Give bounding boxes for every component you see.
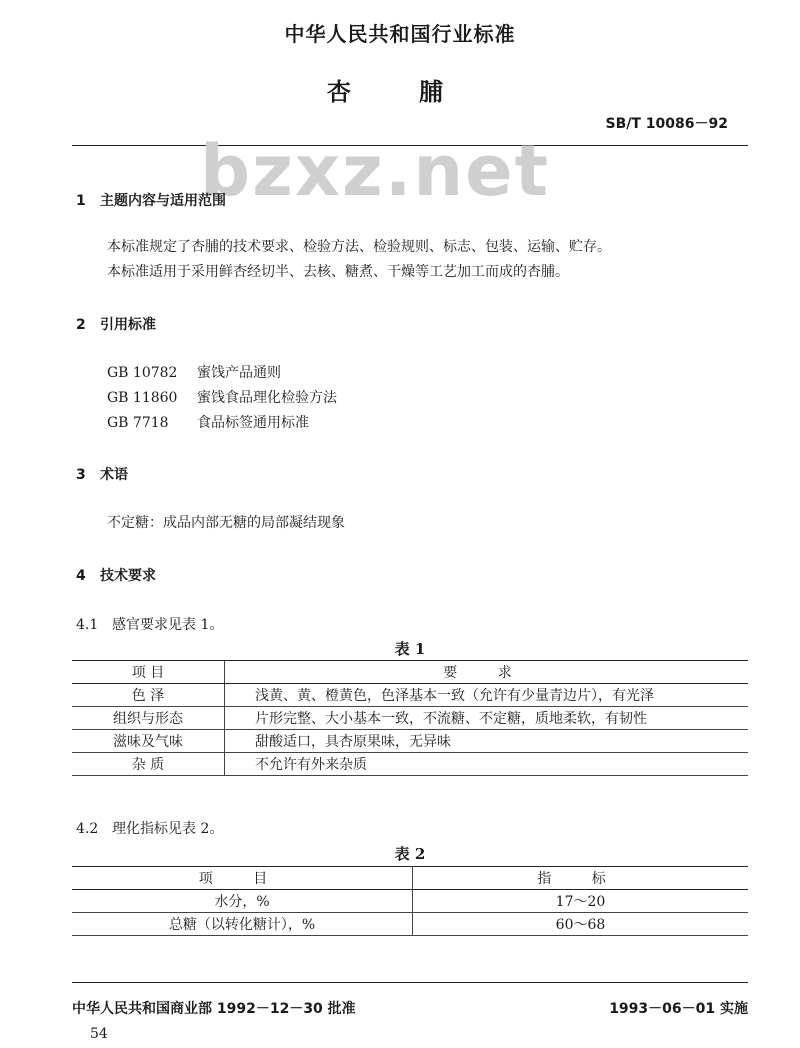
table-cell: 总糖（以转化糖计），% bbox=[72, 913, 413, 936]
section-3-text: 不定糖：成品内部无糖的局部凝结现象 bbox=[107, 515, 345, 531]
table-row bbox=[72, 684, 748, 707]
table-row bbox=[72, 707, 748, 730]
section-4-title: 技术要求 bbox=[100, 568, 156, 584]
sensory-requirements-table bbox=[72, 660, 748, 776]
table-header-row bbox=[72, 867, 748, 890]
section-1-line-2: 本标准适用于采用鲜杏经切半、去核、糖煮、干燥等工艺加工而成的杏脯。 bbox=[107, 264, 569, 280]
section-3-title: 术语 bbox=[100, 467, 128, 483]
physicochemical-table bbox=[72, 866, 748, 936]
reference-name: 蜜饯产品通则 bbox=[197, 365, 281, 381]
watermark: bzxz.net bbox=[200, 130, 551, 212]
section-3-heading bbox=[76, 464, 128, 484]
reference-code: GB 7718 bbox=[107, 415, 169, 431]
section-1-line-1: 本标准规定了杏脯的技术要求、检验方法、检验规则、标志、包装、运输、贮存。 bbox=[107, 239, 611, 255]
reference-name: 蜜饯食品理化检验方法 bbox=[197, 390, 337, 406]
table-header-cell: 要 求 bbox=[225, 661, 749, 684]
standard-type-heading: 中华人民共和国行业标准 bbox=[284, 22, 516, 46]
reference-code: GB 10782 bbox=[107, 365, 178, 381]
reference-code: GB 11860 bbox=[107, 390, 178, 406]
subsection-4-2-text: 理化指标见表 2。 bbox=[112, 821, 224, 837]
table-header-cell: 项 目 bbox=[72, 867, 413, 890]
reference-item bbox=[107, 362, 281, 382]
subsection-4-2-number: 4.2 bbox=[76, 821, 99, 837]
table-2-caption: 表 2 bbox=[394, 845, 426, 863]
table-cell: 滋味及气味 bbox=[72, 730, 225, 753]
table-header-row bbox=[72, 661, 748, 684]
reference-item bbox=[107, 387, 337, 407]
table-cell: 片形完整、大小基本一致，不流糖、不定糖，质地柔软，有韧性 bbox=[225, 707, 749, 730]
table-cell: 不允许有外来杂质 bbox=[225, 753, 749, 776]
implementation-line: 1993－06－01 实施 bbox=[609, 1001, 748, 1017]
reference-name: 食品标签通用标准 bbox=[197, 415, 309, 431]
table-cell: 组织与形态 bbox=[72, 707, 225, 730]
reference-item bbox=[107, 412, 309, 432]
table-cell: 60～68 bbox=[413, 913, 749, 936]
subsection-4-2 bbox=[76, 818, 223, 838]
section-1-number: 1 bbox=[76, 193, 86, 209]
section-4-number: 4 bbox=[76, 568, 86, 584]
standard-code: SB/T 10086－92 bbox=[605, 116, 728, 132]
footer-divider bbox=[72, 982, 748, 983]
table-row bbox=[72, 890, 748, 913]
table-cell: 浅黄、黄、橙黄色，色泽基本一致（允许有少量青边片），有光泽 bbox=[225, 684, 749, 707]
table-header-cell: 项 目 bbox=[72, 661, 225, 684]
table-cell: 色 泽 bbox=[72, 684, 225, 707]
section-2-heading bbox=[76, 314, 156, 334]
subsection-4-1 bbox=[76, 614, 223, 634]
section-1-heading bbox=[76, 190, 226, 210]
section-1-title: 主题内容与适用范围 bbox=[100, 193, 226, 209]
subsection-4-1-number: 4.1 bbox=[76, 617, 99, 633]
table-cell: 甜酸适口，具杏原果味，无异味 bbox=[225, 730, 749, 753]
table-cell: 17～20 bbox=[413, 890, 749, 913]
table-cell: 水分，% bbox=[72, 890, 413, 913]
table-header-cell: 指 标 bbox=[413, 867, 749, 890]
section-2-title: 引用标准 bbox=[100, 317, 156, 333]
subsection-4-1-text: 感官要求见表 1。 bbox=[112, 617, 224, 633]
approval-line: 中华人民共和国商业部 1992－12－30 批准 bbox=[72, 1001, 356, 1017]
table-row bbox=[72, 730, 748, 753]
section-2-number: 2 bbox=[76, 317, 86, 333]
document-title: 杏 脯 bbox=[326, 78, 474, 106]
table-row bbox=[72, 913, 748, 936]
table-row bbox=[72, 753, 748, 776]
table-cell: 杂 质 bbox=[72, 753, 225, 776]
section-3-number: 3 bbox=[76, 467, 86, 483]
section-4-heading bbox=[76, 565, 156, 585]
table-1-caption: 表 1 bbox=[394, 640, 426, 658]
page-number: 54 bbox=[90, 1026, 108, 1042]
